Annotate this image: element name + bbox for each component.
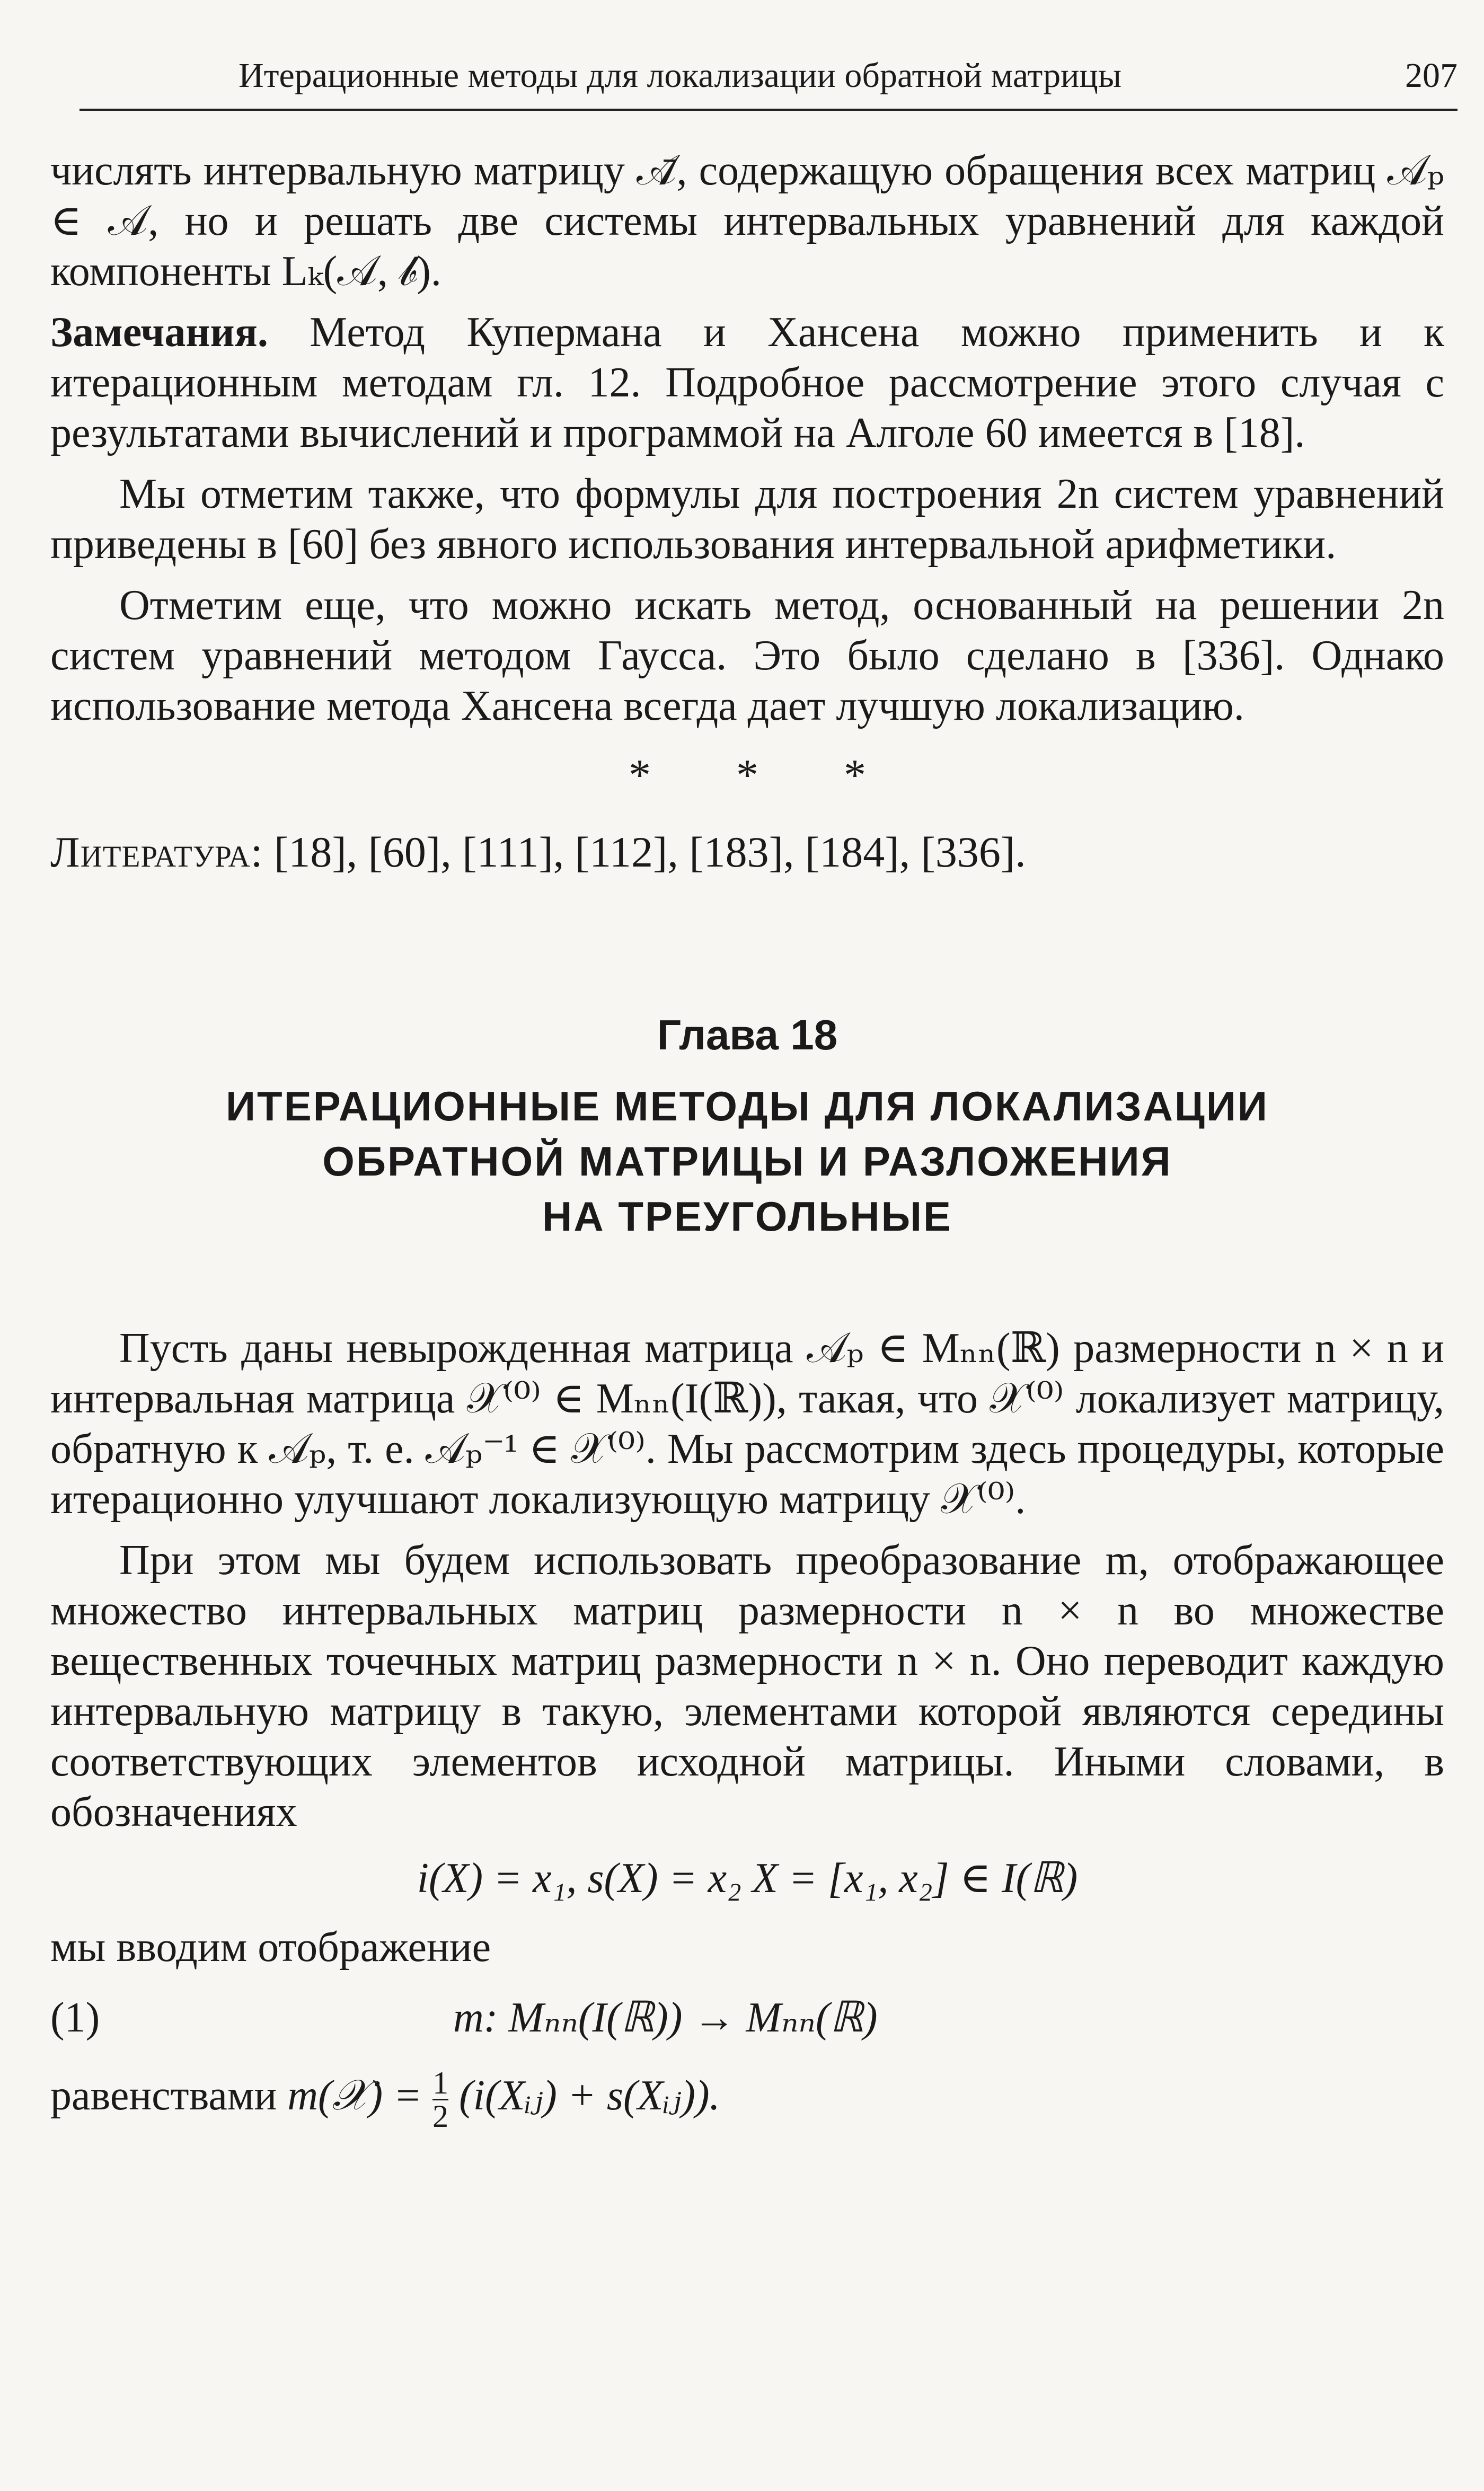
chapter-title-line: ОБРАТНОЙ МАТРИЦЫ И РАЗЛОЖЕНИЯ <box>322 1138 1172 1185</box>
chapter-title-line: НА ТРЕУГОЛЬНЫЕ <box>542 1193 952 1240</box>
header-rule <box>80 109 1458 111</box>
fraction-one-half <box>432 2067 448 2132</box>
remarks-text: Метод Купермана и Хансена можно применить и к итерационным методам гл. 12. Подробное рассмотрение этого случая с результатами вычислений и программой на Алголе 60 имеется в [18]. <box>50 309 1444 456</box>
display-equation: i(X) = x₁, s(X) = x₂ X = [x₁, x₂] ∈ I(ℝ) <box>417 1855 1078 1902</box>
paragraph-formulas: Мы отметим также, что формулы для построения 2n систем уравнений приведены в [60] без явного использования интервальной арифметики. <box>50 471 1444 568</box>
fraction-denominator: 2 <box>432 2099 449 2134</box>
chapter-title <box>50 1079 1444 1244</box>
running-head <box>80 56 1458 96</box>
page-number: 207 <box>1405 56 1458 95</box>
literature-label: Литература: <box>50 828 263 876</box>
literature-line <box>50 827 1444 877</box>
remarks-label: Замечания. <box>50 309 268 356</box>
formula-body: m: Mₙₙ(I(ℝ)) → Mₙₙ(ℝ) <box>453 1994 878 2041</box>
numbered-formula <box>50 1993 1444 2043</box>
definition-right: (i(Xᵢⱼ) + s(Xᵢⱼ)). <box>448 2072 720 2119</box>
literature-refs: [18], [60], [111], [112], [183], [184], [336]. <box>263 828 1026 876</box>
chapter-paragraph-1: Пусть даны невырожденная матрица 𝒜ₚ ∈ Mₙₙ(ℝ) размерности n × n и интервальная матрица 𝒳⁽⁰⁾ ∈ Mₙₙ(I(ℝ)), такая, что 𝒳⁽⁰⁾ локализует матрицу, обратную к 𝒜ₚ, т. е. 𝒜ₚ⁻¹ ∈ 𝒳⁽⁰⁾. Мы рассмотрим здесь процедуры, которые итерационно улучшают локализующую матрицу 𝒳⁽⁰⁾. <box>50 1325 1444 1523</box>
fraction-numerator: 1 <box>432 2065 449 2100</box>
running-head-title: Итерационные методы для локализации обратной матрицы <box>238 56 1122 95</box>
chapter-paragraph-2: При этом мы будем использовать преобразование m, отображающее множество интервальных матриц размерности n × n во множестве вещественных точечных матриц размерности n × n. Оно переводит каждую интервальную матрицу в такую, элементами которой являются середины соответствующих элементов исходной матрицы. Иными словами, в обозначениях <box>50 1537 1444 1835</box>
remarks-paragraph <box>50 307 1444 458</box>
definition-lead: равенствами <box>50 2072 288 2119</box>
section-separator: * * * <box>629 750 903 800</box>
definition-line <box>50 2067 1444 2132</box>
definition-left: m(𝒳) = <box>287 2072 433 2119</box>
formula-number: (1) <box>50 1994 100 2041</box>
paragraph-gauss: Отметим еще, что можно искать метод, основанный на решении 2n систем уравнений методом Гаусса. Это было сделано в [336]. Однако использование метода Хансена всегда дает лучшую локализацию. <box>50 582 1444 729</box>
chapter-number: Глава 18 <box>657 1011 838 1058</box>
chapter-title-line: ИТЕРАЦИОННЫЕ МЕТОДЫ ДЛЯ ЛОКАЛИЗАЦИИ <box>225 1083 1269 1129</box>
page-body <box>50 146 1444 2143</box>
continued-paragraph: числять интервальную матрицу 𝒜̄, содержащую обращения всех матриц 𝒜ₚ ∈ 𝒜, но и решать две системы интервальных уравнений для каждой компоненты Lₖ(𝒜, 𝒷). <box>50 147 1444 295</box>
chapter-paragraph-3: мы вводим отображение <box>50 1924 491 1971</box>
